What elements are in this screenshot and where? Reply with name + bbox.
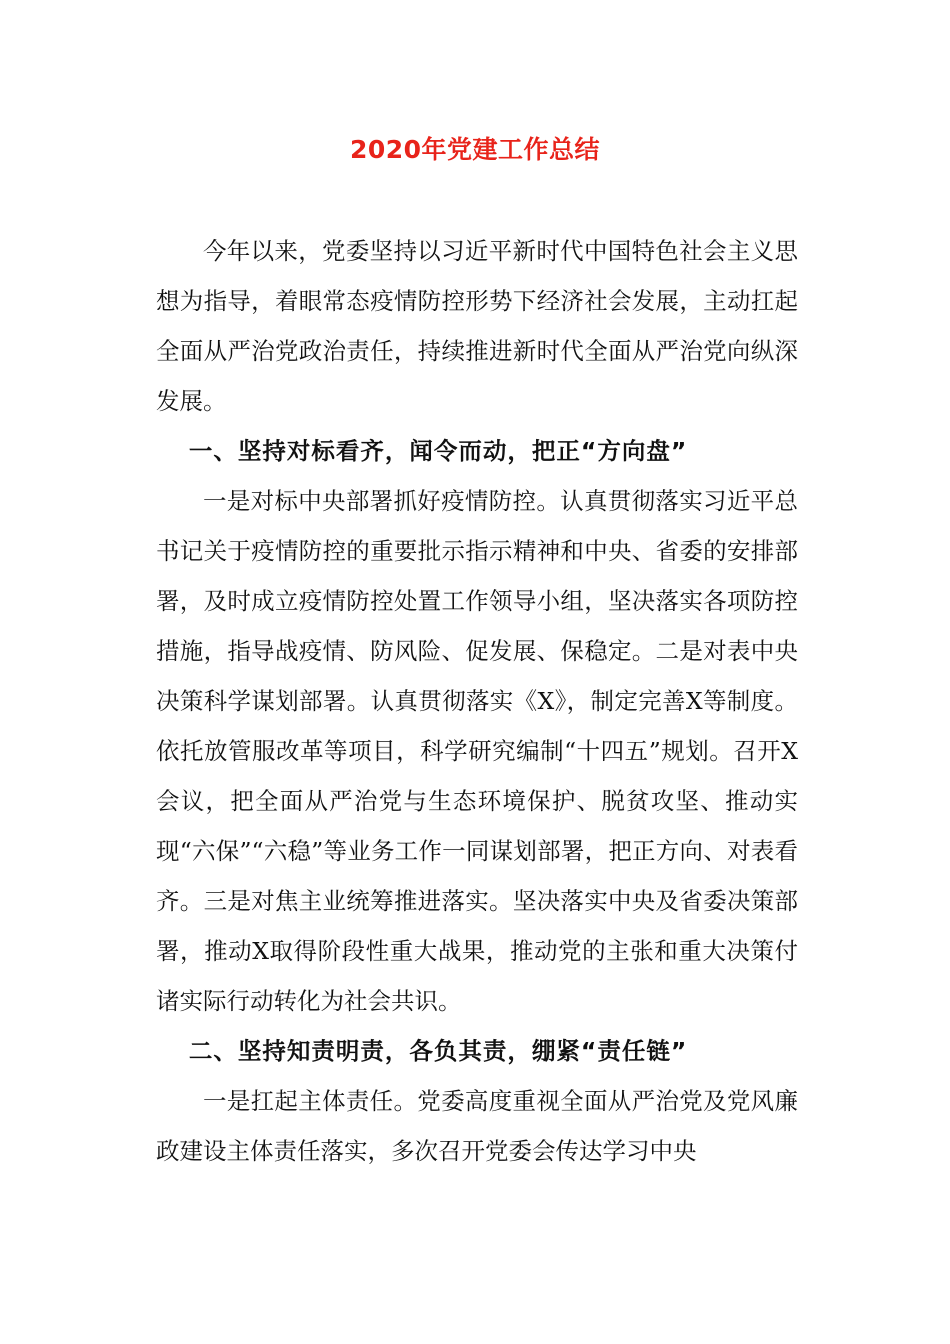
section-1-paragraph: 一是对标中央部署抓好疫情防控。认真贯彻落实习近平总书记关于疫情防控的重要批示指示精神和中央、省委的安排部署，及时成立疫情防控处置工作领导小组，坚决落实各项防控措施，指导战疫情、防风险、促发展、保稳定。二是对表中央决策科学谋划部署。认真贯彻落实《X》，制定完善X等制度。依托放管服改革等项目，科学研究编制“十四五”规划。召开X会议，把全面从严治党与生态环境保护、脱贫攻坚、推动实现“六保”“六稳”等业务工作一同谋划部署，把正方向、对表看齐。三是对焦主业统筹推进落实。坚决落实中央及省委决策部署，推动X取得阶段性重大战果，推动党的主张和重大决策付诸实际行动转化为社会共识。 <box>156 487 798 1015</box>
document-body <box>156 226 798 1176</box>
section-1-heading: 一、坚持对标看齐，闻令而动，把正“方向盘” <box>188 437 688 465</box>
document-title: 2020年党建工作总结 <box>349 135 601 164</box>
section-2-paragraph: 一是扛起主体责任。党委高度重视全面从严治党及党风廉政建设主体责任落实，多次召开党委会传达学习中央 <box>156 1087 798 1165</box>
section-2-heading: 二、坚持知责明责，各负其责，绷紧“责任链” <box>188 1037 688 1065</box>
intro-paragraph: 今年以来，党委坚持以习近平新时代中国特色社会主义思想为指导，着眼常态疫情防控形势下经济社会发展，主动扛起全面从严治党政治责任，持续推进新时代全面从严治党向纵深发展。 <box>156 237 798 415</box>
